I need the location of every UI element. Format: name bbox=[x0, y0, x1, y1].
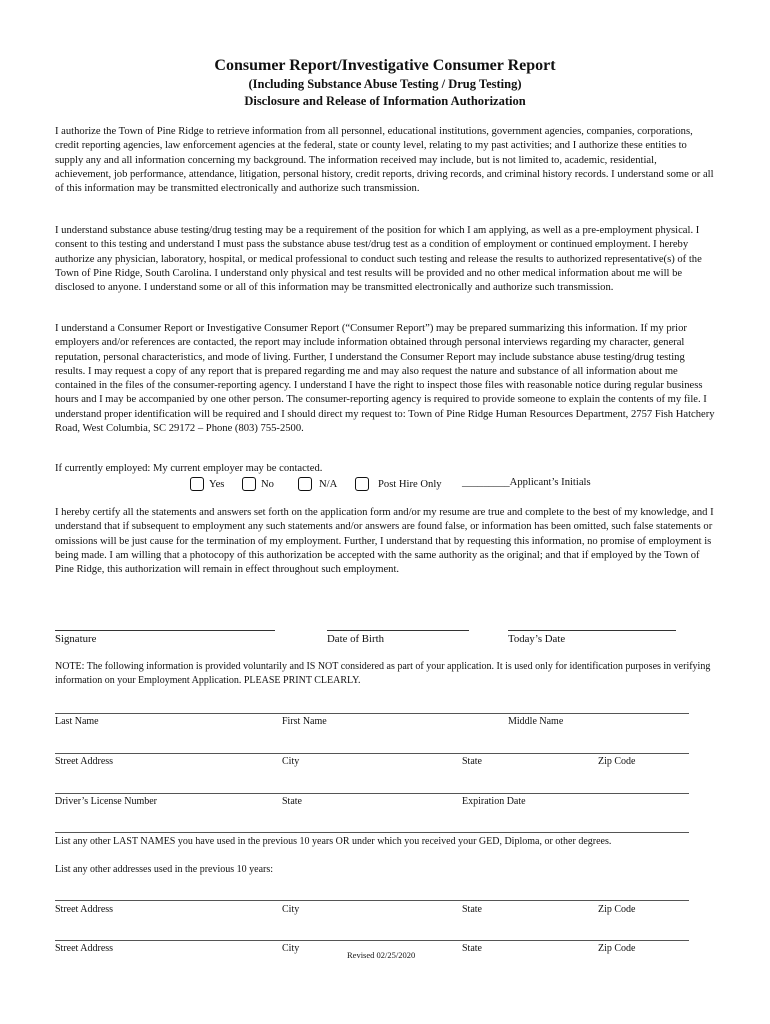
state-label: State bbox=[462, 756, 482, 767]
other-city-2-label: City bbox=[282, 943, 300, 954]
todays-date-line[interactable] bbox=[508, 630, 676, 631]
option-post-hire-label: Post Hire Only bbox=[378, 478, 442, 490]
address-input-line[interactable] bbox=[55, 753, 689, 754]
employer-contact-options bbox=[0, 477, 770, 495]
option-no-label: No bbox=[261, 478, 274, 490]
form-subtitle: (Including Substance Abuse Testing / Drug Testing) bbox=[248, 77, 522, 91]
voluntary-note: NOTE: The following information is provided voluntarily and IS NOT considered as part of your application. It is used only for identification purposes in verifying information on your Employment Application. PLEASE PRINT CLEARLY. bbox=[55, 661, 711, 686]
other-city-1-label: City bbox=[282, 904, 300, 915]
first-name-label: First Name bbox=[282, 716, 327, 727]
license-state-label: State bbox=[282, 796, 302, 807]
applicant-initials-field[interactable] bbox=[462, 477, 591, 488]
other-names-label: List any other LAST NAMES you have used in the previous 10 years OR under which you received your GED, Diploma, or other degrees. bbox=[55, 836, 612, 847]
other-addresses-label: List any other addresses used in the previous 10 years: bbox=[55, 864, 274, 875]
option-yes[interactable] bbox=[190, 477, 224, 491]
option-yes-label: Yes bbox=[209, 478, 225, 490]
checkbox-no[interactable] bbox=[242, 477, 256, 491]
other-street-address-1-label: Street Address bbox=[55, 904, 114, 915]
license-input-line[interactable] bbox=[55, 793, 689, 794]
middle-name-label: Middle Name bbox=[508, 716, 564, 727]
drivers-license-label: Driver’s License Number bbox=[55, 796, 158, 807]
revision-date: Revised 02/25/2020 bbox=[347, 950, 416, 960]
signature-line[interactable] bbox=[55, 630, 275, 631]
other-address-2-line[interactable] bbox=[55, 940, 689, 941]
applicant-initials-label: _________Applicant’s Initials bbox=[462, 477, 591, 488]
form-subtitle-disclosure: Disclosure and Release of Information Authorization bbox=[244, 94, 526, 108]
option-na[interactable] bbox=[298, 477, 337, 491]
consumer-report-paragraph: I understand a Consumer Report or Investigative Consumer Report (“Consumer Report”) may be prepared summarizing this information. If my prior employers and/or references are contacted, the report may include information obtained through personal interviews regarding my character, general reputation, personal characteristics, and mode of living. Further, I understand the Consumer Report may include substance abuse testing/drug testing results. I may request a copy of any report that is prepared regarding me and may also request the nature and substance of all information about me contained in the files of the consumer-reporting agency. I understand I have the right to inspect those files with reasonable notice during regular business hours and I may be accompanied by one other person. The consumer-reporting agency is required to provide someone to explain the contents of my file. I understand proper identification will be required and I should direct my request to: Town of Pine Ridge Human Resources Department, 2757 Fish Hatchery Road, West Columbia, SC 29172 – Phone (803) 755-2500. bbox=[55, 323, 715, 435]
other-names-input-line[interactable] bbox=[55, 832, 689, 833]
option-na-label: N/A bbox=[319, 478, 338, 490]
other-state-1-label: State bbox=[462, 904, 482, 915]
date-of-birth-label: Date of Birth bbox=[327, 633, 384, 645]
other-zip-1-label: Zip Code bbox=[598, 904, 636, 915]
current-employer-question: If currently employed: My current employer may be contacted. bbox=[55, 463, 323, 474]
signature-label: Signature bbox=[55, 633, 97, 645]
form-title: Consumer Report/Investigative Consumer Report bbox=[214, 57, 556, 74]
drug-testing-paragraph: I understand substance abuse testing/drug testing may be a requirement of the position for which I am applying, as well as a pre-employment physical. I consent to this testing and understand I must pass the substance abuse test/drug test as a condition of employment or continued employment. I hereby authorize any physician, laboratory, hospital, or medical professional to conduct such testing and release the results to authorized representative(s) of the Town of Pine Ridge, South Carolina. I understand only physical and test results will be provided and no other medical information about me will be disclosed to anyone. I understand some or all of this information may be transmitted electronically and authorize such transmission. bbox=[55, 225, 702, 294]
last-name-label: Last Name bbox=[55, 716, 99, 727]
other-street-address-2-label: Street Address bbox=[55, 943, 114, 954]
date-of-birth-line[interactable] bbox=[327, 630, 469, 631]
todays-date-label: Today’s Date bbox=[508, 633, 566, 645]
option-post-hire[interactable] bbox=[355, 477, 442, 491]
name-input-line[interactable] bbox=[55, 713, 689, 714]
checkbox-yes[interactable] bbox=[190, 477, 204, 491]
street-address-label: Street Address bbox=[55, 756, 114, 767]
checkbox-na[interactable] bbox=[298, 477, 312, 491]
expiration-date-label: Expiration Date bbox=[462, 796, 526, 807]
authorization-paragraph: I authorize the Town of Pine Ridge to retrieve information from all personnel, educational institutions, government agencies, companies, corporations, credit reporting agencies, law enforcement agencies at the federal, state or county level, relating to my past activities; and I authorize these entities to supply any and all information concerning my background. The information received may include, but is not limited to, academic, residential, achievement, job performance, attendance, litigation, personal history, credit reports, driving records, and criminal history records. I understand some or all of this information may be transmitted electronically and authorize such transmission. bbox=[55, 126, 714, 195]
certification-paragraph: I hereby certify all the statements and answers set forth on the application form and/or my resume are true and complete to the best of my knowledge, and I understand that if subsequent to employment any such statements and/or answers are found false, or information has been omitted, such false statements or omissions will be just cause for the termination of my employment. Further, I understand that by requesting this information, no promise of employment is being made. I am willing that a photocopy of this authorization be accepted with the same authority as the original; and that if employed by the Town of Pine Ridge, this authorization will remain in effect throughout such employment. bbox=[55, 507, 714, 576]
other-state-2-label: State bbox=[462, 943, 482, 954]
other-address-1-line[interactable] bbox=[55, 900, 689, 901]
zip-code-label: Zip Code bbox=[598, 756, 636, 767]
checkbox-post-hire[interactable] bbox=[355, 477, 369, 491]
other-zip-2-label: Zip Code bbox=[598, 943, 636, 954]
city-label: City bbox=[282, 756, 300, 767]
option-no[interactable] bbox=[242, 477, 274, 491]
